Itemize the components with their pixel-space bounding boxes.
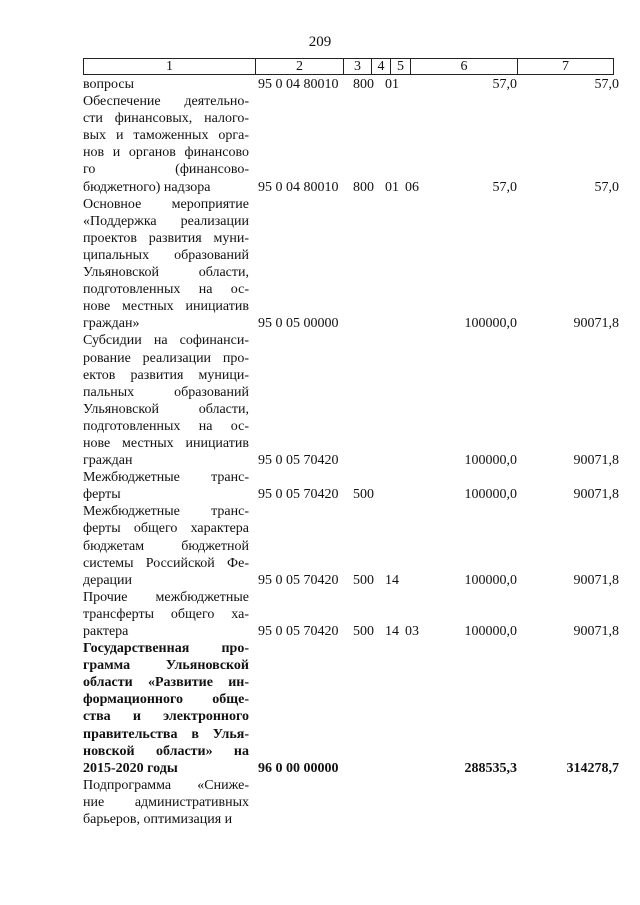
row-expense-type: 500 <box>353 572 374 588</box>
row-name-line: 2015-2020 годы <box>83 760 178 776</box>
column-header-2: 2 <box>256 59 344 75</box>
table-row <box>83 589 623 640</box>
row-name-line: подготовленных на ос- <box>83 282 249 298</box>
row-name-line: ектов развития муници- <box>83 367 249 383</box>
row-value-col7: 90071,8 <box>573 453 619 469</box>
row-name-line: формационного обще- <box>83 692 249 708</box>
row-value-col6: 100000,0 <box>464 572 517 588</box>
row-name-line: ние административных <box>83 794 249 810</box>
row-code: 95 0 05 70420 <box>258 572 339 588</box>
row-section: 01 <box>385 77 399 93</box>
row-name-line: граждан» <box>83 316 140 332</box>
budget-table-body <box>83 76 623 828</box>
row-name-line: граждан <box>83 453 133 469</box>
column-header-1: 1 <box>84 59 256 75</box>
row-name-line: Ульяновской области, <box>83 265 249 281</box>
row-value-col7: 90071,8 <box>573 572 619 588</box>
row-name-line: ства и электронного <box>83 709 249 725</box>
row-name-line: нов и органов финансово <box>83 145 249 161</box>
row-name-line: новской области» на <box>83 743 249 759</box>
table-row <box>83 503 623 588</box>
row-name-line: сти финансовых, налого- <box>83 111 249 127</box>
row-value-col7: 90071,8 <box>573 624 619 640</box>
row-values <box>83 486 623 503</box>
row-name-line: Государственная про- <box>83 641 249 657</box>
row-name-line: Межбюджетные транс- <box>83 470 249 486</box>
row-name-line: Подпрограмма «Сниже- <box>83 777 249 793</box>
column-header-5: 5 <box>391 59 411 75</box>
row-values <box>83 572 623 589</box>
row-values <box>83 76 623 93</box>
row-value-col7: 314278,7 <box>566 760 619 776</box>
row-value-col7: 90071,8 <box>573 487 619 503</box>
row-code: 95 0 05 70420 <box>258 624 339 640</box>
column-header-table <box>83 58 614 75</box>
row-name-line: ферты <box>83 487 121 503</box>
row-name <box>83 196 249 333</box>
table-row <box>83 196 623 333</box>
row-code: 95 0 04 80010 <box>258 179 339 195</box>
row-code: 95 0 04 80010 <box>258 77 339 93</box>
row-value-col6: 100000,0 <box>464 316 517 332</box>
row-name-line: ферты общего характера <box>83 521 249 537</box>
column-header-4: 4 <box>372 59 391 75</box>
row-name-line: системы Российской Фе- <box>83 555 249 571</box>
row-name-line: Ульяновской области, <box>83 401 249 417</box>
row-name-line: рование реализации про- <box>83 350 249 366</box>
row-name-line: области «Развитие ин- <box>83 675 249 691</box>
row-name-line: проектов развития муни- <box>83 230 249 246</box>
row-values <box>83 623 623 640</box>
row-values <box>83 315 623 332</box>
row-name-line: трансферты общего ха- <box>83 606 249 622</box>
row-value-col7: 57,0 <box>594 179 619 195</box>
row-name-line: нове местных инициатив <box>83 299 249 315</box>
row-subsection: 03 <box>405 624 419 640</box>
row-expense-type: 800 <box>353 77 374 93</box>
row-name <box>83 332 249 469</box>
row-name-line: бюджетам бюджетной <box>83 538 249 554</box>
column-header-7: 7 <box>518 59 614 75</box>
row-code: 95 0 05 70420 <box>258 487 339 503</box>
row-name-line: правительства в Улья- <box>83 726 249 742</box>
row-value-col6: 100000,0 <box>464 453 517 469</box>
row-subsection: 06 <box>405 179 419 195</box>
row-expense-type: 500 <box>353 624 374 640</box>
row-name <box>83 640 249 777</box>
column-header-3: 3 <box>344 59 372 75</box>
row-value-col6: 57,0 <box>492 179 517 195</box>
row-name-line: го (финансово- <box>83 162 249 178</box>
row-name-line: Межбюджетные транс- <box>83 504 249 520</box>
row-section: 14 <box>385 572 399 588</box>
page-number: 209 <box>308 34 332 50</box>
row-value-col6: 288535,3 <box>464 760 517 776</box>
row-name-line: подготовленных на ос- <box>83 418 249 434</box>
column-header-row <box>84 59 614 75</box>
row-value-col6: 57,0 <box>492 77 517 93</box>
row-code: 95 0 05 00000 <box>258 316 339 332</box>
row-value-col6: 100000,0 <box>464 487 517 503</box>
row-name-line: вых и таможенных орга- <box>83 128 249 144</box>
row-values <box>83 452 623 469</box>
table-row <box>83 332 623 469</box>
row-expense-type: 500 <box>353 487 374 503</box>
row-section: 14 <box>385 624 399 640</box>
row-name-line: пальных образований <box>83 384 249 400</box>
row-code: 95 0 05 70420 <box>258 453 339 469</box>
table-row <box>83 640 623 777</box>
row-name-line: Субсидии на софинанси- <box>83 333 249 349</box>
table-row <box>83 93 623 196</box>
row-name-line: барьеров, оптимизация и <box>83 812 233 828</box>
row-section: 01 <box>385 179 399 195</box>
row-value-col7: 57,0 <box>594 77 619 93</box>
row-name-line: бюджетного) надзора <box>83 179 211 195</box>
row-value-col7: 90071,8 <box>573 316 619 332</box>
row-expense-type: 800 <box>353 179 374 195</box>
row-name-line: ципальных образований <box>83 247 249 263</box>
row-name-line: Основное мероприятие <box>83 196 249 212</box>
row-name-line: рактера <box>83 624 129 639</box>
row-name-line: дерации <box>83 572 133 588</box>
column-header-6: 6 <box>411 59 518 75</box>
row-name-line: грамма Ульяновской <box>83 658 249 674</box>
row-name-line: нове местных инициатив <box>83 435 249 451</box>
table-row <box>83 76 623 93</box>
row-name-line: вопросы <box>83 77 134 92</box>
row-name-line: Прочие межбюджетные <box>83 589 249 605</box>
row-value-col6: 100000,0 <box>464 624 517 640</box>
row-values <box>83 179 623 196</box>
row-values <box>83 760 623 777</box>
table-row <box>83 777 623 828</box>
table-row <box>83 469 623 503</box>
row-name-line: Обеспечение деятельно- <box>83 94 249 110</box>
row-values <box>83 811 623 828</box>
row-name-line: «Поддержка реализации <box>83 213 249 229</box>
row-code: 96 0 00 00000 <box>258 760 339 776</box>
